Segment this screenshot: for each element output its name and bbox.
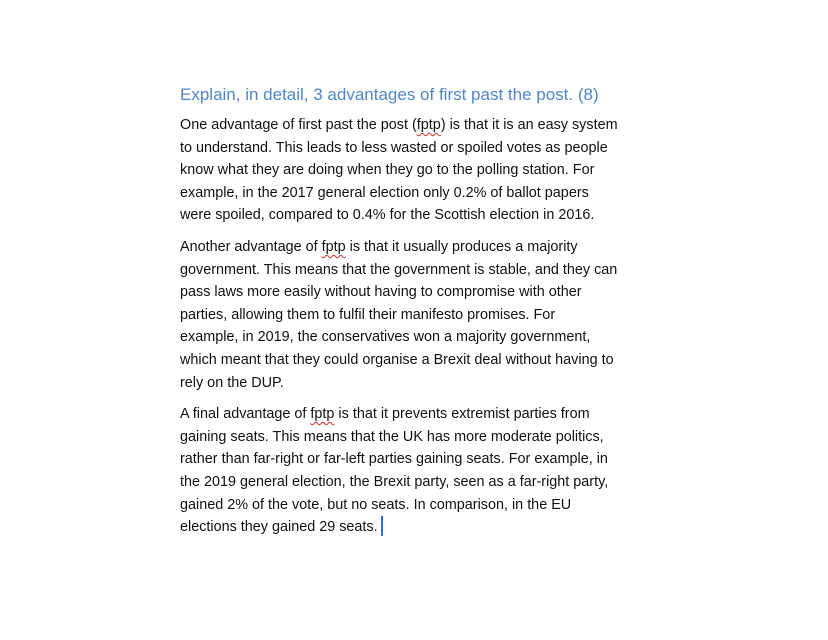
- text-cursor: [381, 516, 383, 536]
- text-line: which meant that they could organise a Brexit deal without having to: [180, 351, 614, 368]
- text-line: the 2019 general election, the Brexit party, seen as a far-right party,: [180, 473, 609, 490]
- paragraph-1: [180, 114, 680, 227]
- text-line: Another advantage of fptp is that it usually produces a majority: [180, 238, 578, 255]
- text-line: pass laws more easily without having to compromise with other: [180, 284, 582, 301]
- spellcheck-flagged-word[interactable]: fptp: [416, 117, 441, 133]
- paragraph-2: [180, 236, 680, 394]
- text-line: gaining seats. This means that the UK has more moderate politics,: [180, 428, 604, 445]
- document-body[interactable]: [180, 82, 680, 548]
- text-line: gained 2% of the vote, but no seats. In comparison, in the EU: [180, 496, 572, 513]
- paragraph-3: [180, 403, 680, 539]
- text-line: example, in the 2017 general election only 0.2% of ballot papers: [180, 184, 589, 201]
- spellcheck-flagged-word[interactable]: fptp: [310, 406, 335, 423]
- text-line: government. This means that the government is stable, and they can: [180, 261, 618, 278]
- text-line: know what they are doing when they go to the polling station. For: [180, 162, 595, 179]
- text-line: One advantage of first past the post (fptp) is that it is an easy system: [180, 117, 618, 133]
- text-line: example, in 2019, the conservatives won a majority government,: [180, 329, 591, 346]
- text-line: elections they gained 29 seats.: [180, 516, 680, 539]
- text-line: were spoiled, compared to 0.4% for the Scottish election in 2016.: [180, 207, 595, 224]
- question-heading: Explain, in detail, 3 advantages of first past the post. (8): [180, 85, 599, 104]
- spellcheck-flagged-word[interactable]: fptp: [321, 238, 346, 255]
- text-line: A final advantage of fptp is that it prevents extremist parties from: [180, 406, 590, 423]
- text-line: rely on the DUP.: [180, 374, 284, 391]
- text-line: to understand. This leads to less wasted or spoiled votes as people: [180, 139, 608, 156]
- text-line: rather than far-right or far-left parties gaining seats. For example, in: [180, 451, 608, 468]
- text-line: parties, allowing them to fulfil their manifesto promises. For: [180, 306, 556, 323]
